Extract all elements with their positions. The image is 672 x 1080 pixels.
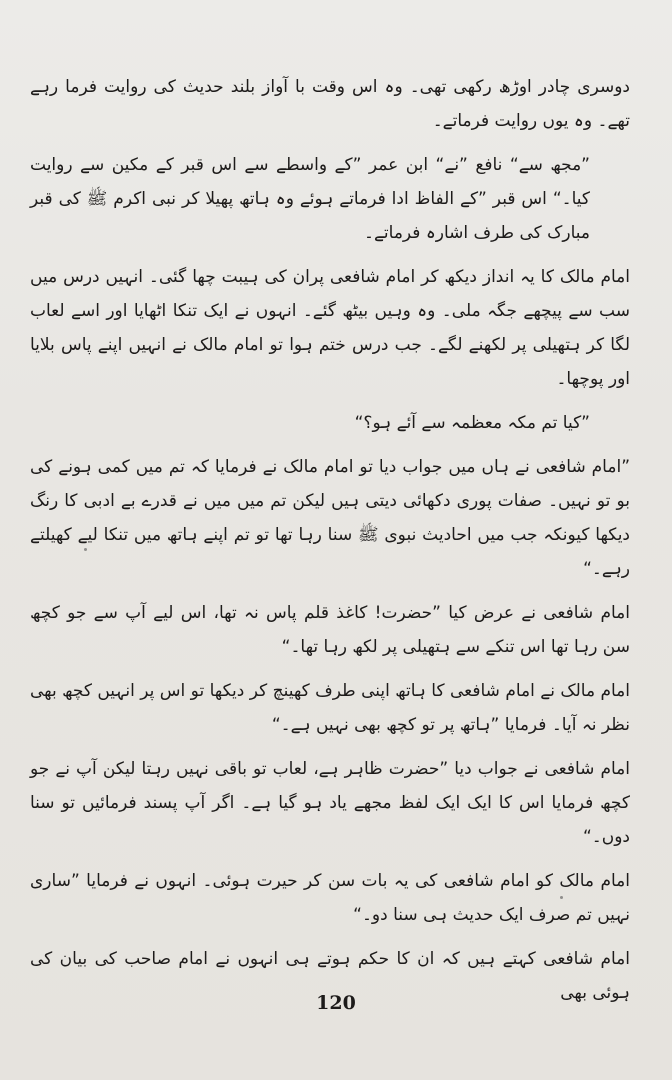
paragraph-1: دوسری چادر اوڑھ رکھی تھی۔ وہ اس وقت با آواز بلند حدیث کی روایت فرما رہے تھے۔ وہ یوں روایت فرماتے۔ bbox=[30, 77, 630, 131]
paragraph-3: امام مالک کا یہ انداز دیکھ کر امام شافعی پران کی ہیبت چھا گئی۔ انہیں درس میں سب سے پیچھے جگہ ملی۔ وہ وہیں بیٹھ گئے۔ انہوں نے ایک تنکا اٹھایا اور اسے لعاب لگا کر ہتھیلی پر لکھنے لگے۔ جب درس ختم ہوا تو امام مالک نے انہیں اپنے پاس بلایا اور پوچھا۔ bbox=[30, 267, 630, 389]
paragraph-10: امام شافعی کہتے ہیں کہ ان کا حکم ہوتے ہی انہوں نے امام صاحب کی بیان کی ہوئی بھی bbox=[30, 949, 630, 1003]
paragraph-4: ”کیا تم مکہ معظمہ سے آئے ہو؟“ bbox=[354, 413, 590, 433]
paragraph-2: ”مجھ سے“ نافع ”نے“ ابن عمر ”کے واسطے سے اس قبر کے مکین سے روایت کیا۔“ اس قبر ”کے الفاظ ادا فرماتے ہوئے وہ ہاتھ پھیلا کر نبی اکرم ﷺ کی قبر مبارک کی طرف اشارہ فرماتے۔ bbox=[30, 155, 590, 243]
paragraph-5: ”امام شافعی نے ہاں میں جواب دیا تو امام مالک نے فرمایا کہ تم میں کمی ہونے کی بو تو نہیں۔ صفات پوری دکھائی دیتی ہیں لیکن تم میں میں نے قدرے بے ادبی کا رنگ دیکھا کیونکہ جب میں احادیث نبوی ﷺ سنا رہا تھا تو تم اپنے ہاتھ میں تنکا لیے کھیلتے رہے۔“ bbox=[30, 457, 630, 579]
paragraph-6: امام شافعی نے عرض کیا ”حضرت! کاغذ قلم پاس نہ تھا، اس لیے آپ سے جو کچھ سن رہا تھا اس تنکے سے ہتھیلی پر لکھ رہا تھا۔“ bbox=[30, 603, 630, 657]
paragraph-9: امام مالک کو امام شافعی کی یہ بات سن کر حیرت ہوئی۔ انہوں نے فرمایا ”ساری نہیں تم صرف ایک حدیث ہی سنا دو۔“ bbox=[30, 871, 630, 925]
urdu-text-body bbox=[30, 70, 630, 1020]
scan-speck bbox=[84, 548, 87, 551]
scan-speck bbox=[560, 896, 563, 899]
paragraph-8: امام شافعی نے جواب دیا ”حضرت ظاہر ہے، لعاب تو باقی نہیں رہتا لیکن آپ نے جو کچھ فرمایا اس کا ایک ایک لفظ مجھے یاد ہو گیا ہے۔ اگر آپ پسند فرمائیں تو سنا دوں۔“ bbox=[30, 759, 630, 847]
paragraph-7: امام مالک نے امام شافعی کا ہاتھ اپنی طرف کھینچ کر دیکھا تو اس پر انہیں کچھ بھی نظر نہ آیا۔ فرمایا ”ہاتھ پر تو کچھ بھی نہیں ہے۔“ bbox=[30, 681, 630, 735]
page-number: 120 bbox=[316, 992, 356, 1014]
